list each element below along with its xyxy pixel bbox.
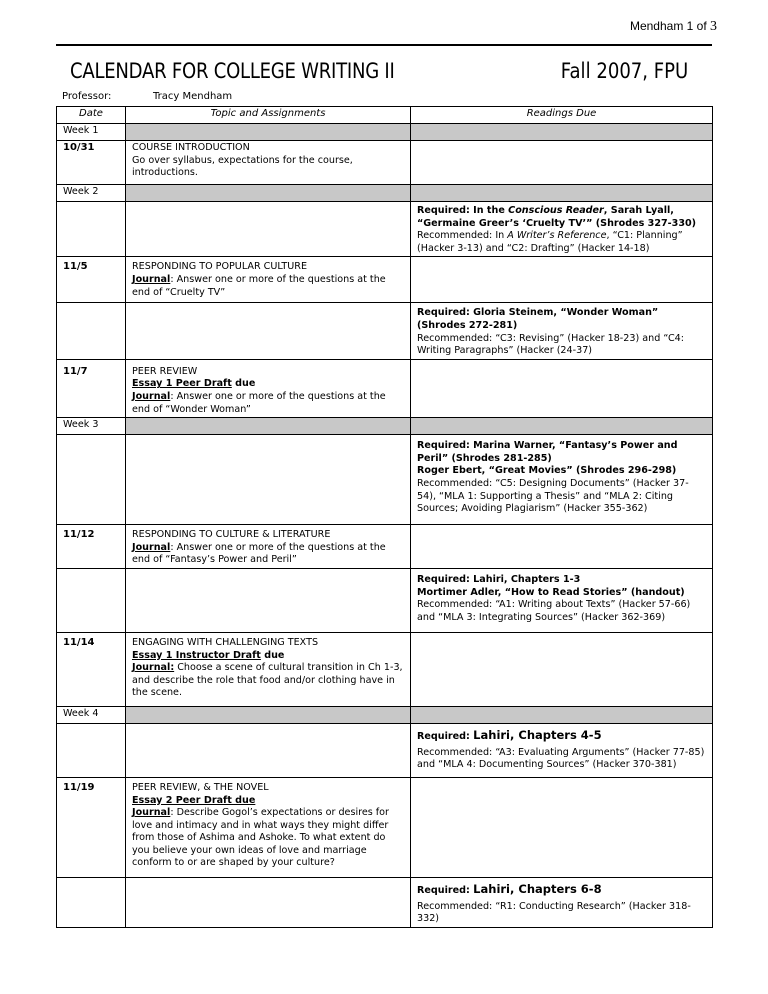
session-row xyxy=(57,777,713,877)
week-label: Week 2 xyxy=(57,185,126,202)
session-topic: PEER REVIEW, & THE NOVEL Essay 2 Peer Draft due Journal: Describe Gogol’s expectations or desires for love and intimacy and in what ways they might differ from those of Ashima and Ashoke. To what extent do you believe your own ideas of love and marriage conform to or are shaped by your culture? xyxy=(126,777,411,877)
page-number: Mendham 1 of 3 xyxy=(629,19,717,34)
session-row xyxy=(57,257,713,303)
session-topic: RESPONDING TO CULTURE & LITERATURE Journal: Answer one or more of the questions at the end of “Fantasy’s Power and Peril” xyxy=(126,525,411,569)
readings-row xyxy=(57,877,713,927)
readings-due: Required: Lahiri, Chapters 1-3 Mortimer Adler, “How to Read Stories” (handout) Recommended: “A1: Writing about Texts” (Hacker 57-66) and “MLA 3: Integrating Sources” (Hacker 362-369) xyxy=(411,568,713,632)
document-term: Fall 2007, FPU xyxy=(560,59,688,83)
session-row xyxy=(57,632,713,706)
session-date: 11/14 xyxy=(57,632,126,706)
week-2-header xyxy=(57,185,713,202)
session-topic: RESPONDING TO POPULAR CULTURE Journal: Answer one or more of the questions at the end of “Cruelty TV” xyxy=(126,257,411,303)
professor-name: Tracy Mendham xyxy=(153,91,233,102)
topic-column-header: Topic and Assignments xyxy=(126,107,411,124)
session-date: 11/7 xyxy=(57,359,126,417)
professor-label: Professor: xyxy=(62,91,112,102)
week-1-header xyxy=(57,124,713,141)
readings-column-header: Readings Due xyxy=(411,107,713,124)
week-4-header xyxy=(57,706,713,723)
session-topic: PEER REVIEW Essay 1 Peer Draft due Journal: Answer one or more of the questions at the end of “Wonder Woman” xyxy=(126,359,411,417)
readings-row xyxy=(57,202,713,257)
readings-row xyxy=(57,568,713,632)
session-topic: COURSE INTRODUCTION Go over syllabus, expectations for the course, introductions. xyxy=(126,141,411,185)
document-header xyxy=(56,44,712,90)
date-column-header: Date xyxy=(57,107,126,124)
session-row xyxy=(57,525,713,569)
readings-row xyxy=(57,303,713,359)
readings-due: Required: Marina Warner, “Fantasy’s Power and Peril” (Shrodes 281-285) Roger Ebert, “Great Movies” (Shrodes 296-298) Recommended: “C5: Designing Documents” (Hacker 37-54), “MLA 1: Supporting a Thesis” and “MLA 2: Citing Sources; Avoiding Plagiarism” (Hacker 355-362) xyxy=(411,435,713,525)
column-headers xyxy=(57,107,713,124)
readings-row xyxy=(57,435,713,525)
week-label: Week 3 xyxy=(57,418,126,435)
session-date: 11/5 xyxy=(57,257,126,303)
readings-row xyxy=(57,723,713,777)
session-topic: ENGAGING WITH CHALLENGING TEXTS Essay 1 Instructor Draft due Journal: Choose a scene of cultural transition in Ch 1-3, and describe the role that food and/or clothing have in the scene. xyxy=(126,632,411,706)
session-row xyxy=(57,141,713,185)
week-label: Week 4 xyxy=(57,706,126,723)
week-3-header xyxy=(57,418,713,435)
document-title: CALENDAR FOR COLLEGE WRITING II xyxy=(70,59,395,83)
week-label: Week 1 xyxy=(57,124,126,141)
session-date: 11/12 xyxy=(57,525,126,569)
readings-due: Required: In the Conscious Reader, Sarah Lyall, “Germaine Greer’s ‘Cruelty TV’” (Shrodes 327-330) Recommended: In A Writer’s Reference, “C1: Planning” (Hacker 3-13) and “C2: Drafting” (Hacker 14-18) xyxy=(411,202,713,257)
readings-due: Required: Lahiri, Chapters 6-8 Recommended: “R1: Conducting Research” (Hacker 318-332) xyxy=(411,877,713,927)
session-date: 11/19 xyxy=(57,777,126,877)
session-date: 10/31 xyxy=(57,141,126,185)
calendar-table xyxy=(56,106,713,928)
readings-due: Required: Gloria Steinem, “Wonder Woman” (Shrodes 272-281) Recommended: “C3: Revising” (Hacker 18-23) and “C4: Writing Paragraphs” (Hacker (24-37) xyxy=(411,303,713,359)
readings-due: Required: Lahiri, Chapters 4-5 Recommended: “A3: Evaluating Arguments” (Hacker 77-85) and “MLA 4: Documenting Sources” (Hacker 370-381) xyxy=(411,723,713,777)
session-row xyxy=(57,359,713,417)
